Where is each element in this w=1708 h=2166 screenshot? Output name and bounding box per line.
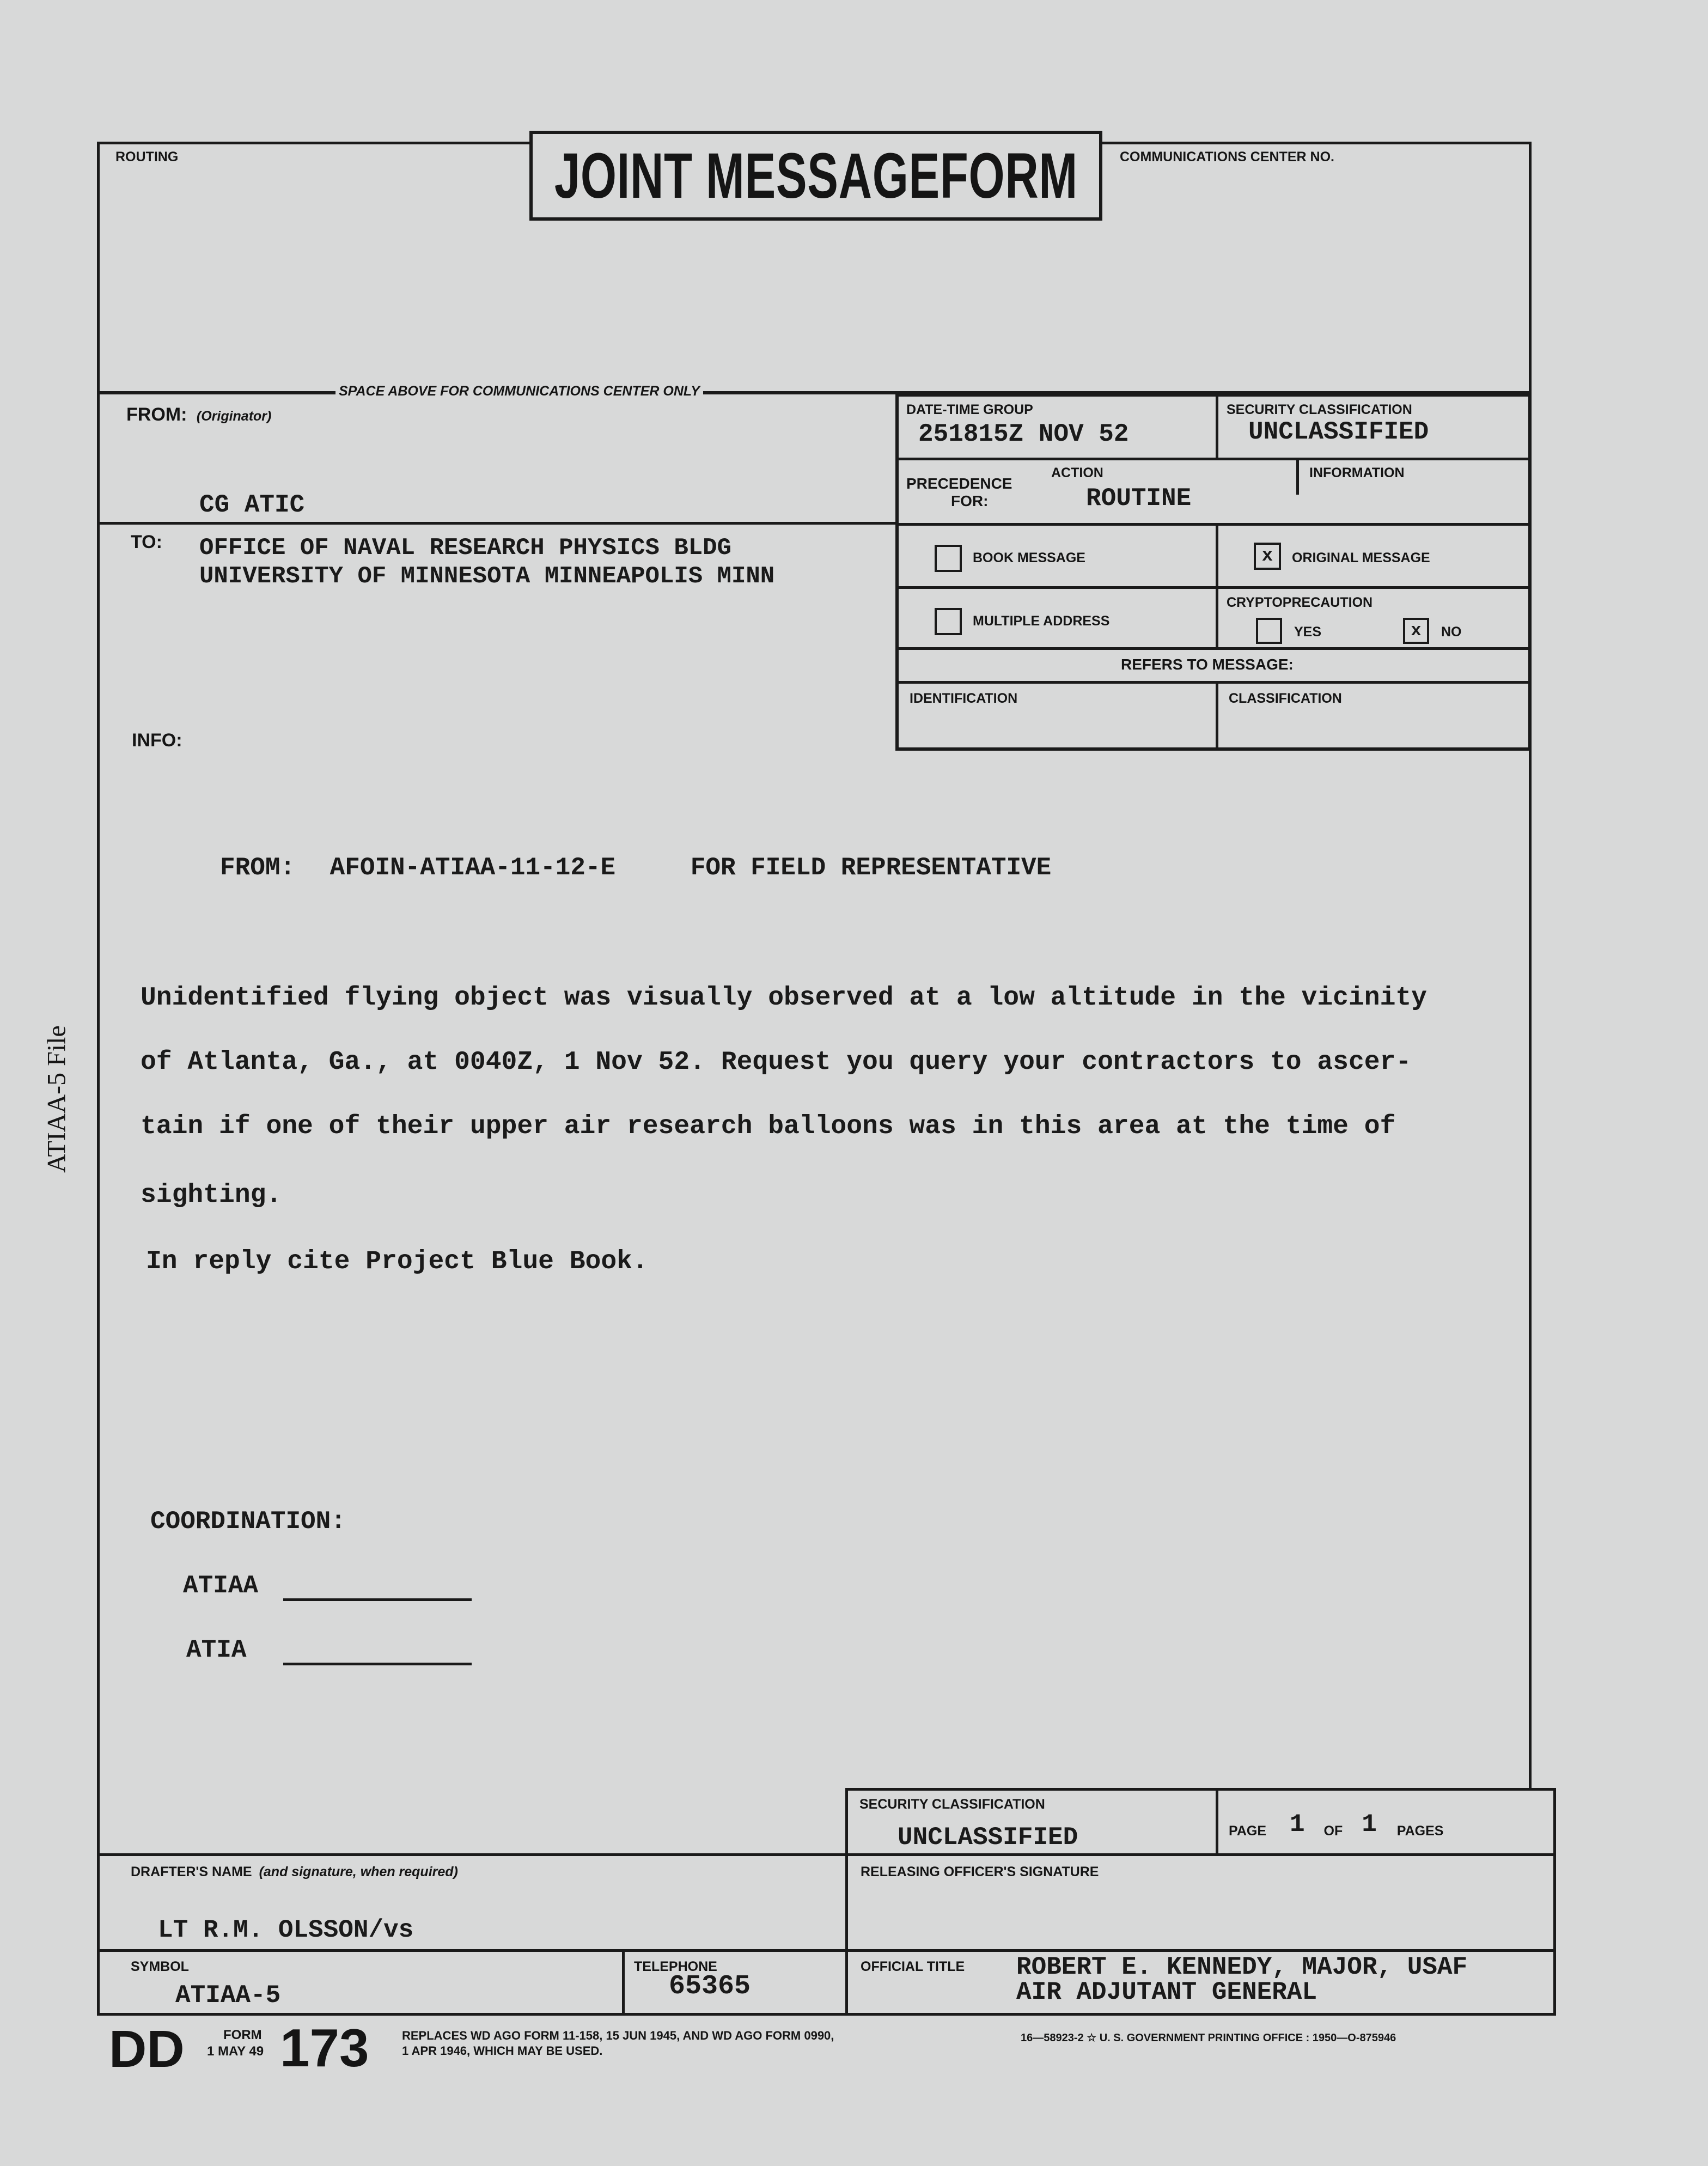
routing-label: ROUTING xyxy=(115,149,179,165)
coord-atia-line xyxy=(283,1663,472,1665)
telephone-value: 65365 xyxy=(669,1971,751,2002)
page-label: PAGE 1 OF 1 PAGES xyxy=(1229,1810,1444,1839)
coordination-label: COORDINATION: xyxy=(150,1507,346,1536)
bottom-left-divider xyxy=(845,1788,848,2016)
body-line-2: of Atlanta, Ga., at 0040Z, 1 Nov 52. Request you query your contractors to ascer- xyxy=(141,1048,1412,1077)
to-value-line1: OFFICE OF NAVAL RESEARCH PHYSICS BLDG xyxy=(199,534,731,562)
from-to-divider xyxy=(97,522,898,525)
bottom-page-divider xyxy=(1216,1788,1218,1855)
refers-to-label: REFERS TO MESSAGE: xyxy=(1121,656,1294,673)
crypto-no-checkbox[interactable] xyxy=(1403,618,1429,644)
bottom-security-label: SECURITY CLASSIFICATION xyxy=(859,1797,1045,1812)
book-message-label: BOOK MESSAGE xyxy=(973,550,1085,565)
bottom-sec-line xyxy=(97,1853,1556,1856)
frame-top-left xyxy=(97,142,532,144)
header-col-divider-top xyxy=(1216,393,1218,460)
security-class-value: UNCLASSIFIED xyxy=(1248,418,1429,446)
coord-atiaa: ATIAA xyxy=(183,1572,259,1600)
space-above-label: SPACE ABOVE FOR COMMUNICATIONS CENTER ONLY xyxy=(335,385,703,398)
body-line-1: Unidentified flying object was visually observed at a low altitude in the vicinity xyxy=(141,983,1427,1013)
multiple-address-label: MULTIPLE ADDRESS xyxy=(973,613,1110,629)
information-label: INFORMATION xyxy=(1309,465,1405,480)
crypto-no-mark: x xyxy=(1411,620,1422,641)
header-row5-line xyxy=(895,681,1532,684)
form-title-box xyxy=(529,131,1102,221)
crypto-yes-checkbox[interactable] xyxy=(1256,618,1282,644)
drafter-value: LT R.M. OLSSON/vs xyxy=(158,1916,414,1944)
header-row2-line xyxy=(895,523,1532,526)
from-sub-label: (Originator) xyxy=(196,409,272,424)
header-row3-line xyxy=(895,586,1532,589)
telephone-label: TELEPHONE xyxy=(634,1959,717,1974)
original-message-label: ORIGINAL MESSAGE xyxy=(1292,550,1430,565)
classification-label: CLASSIFICATION xyxy=(1229,691,1342,706)
frame-right-lower xyxy=(1553,1788,1556,2016)
footer-replaces-2: 1 APR 1946, WHICH MAY BE USED. xyxy=(402,2044,603,2058)
action-label: ACTION xyxy=(1051,465,1103,480)
precedence-label: PRECEDENCE xyxy=(906,475,1012,492)
header-row1-line xyxy=(895,458,1532,460)
frame-top-right xyxy=(1100,142,1532,144)
official-title-label: OFFICIAL TITLE xyxy=(861,1959,965,1974)
bottom-symbol-line xyxy=(97,1949,1556,1952)
message-header-from: FROM: AFOIN-ATIAA-11-12-E FOR FIELD REPRESENTATIVE xyxy=(220,854,1052,882)
footer-form-word: FORM xyxy=(223,2028,262,2042)
coord-atiaa-line xyxy=(283,1598,472,1601)
header-info-divider xyxy=(1296,458,1299,495)
info-label: INFO: xyxy=(132,730,182,751)
crypto-no-label: NO xyxy=(1441,624,1462,640)
to-label: TO: xyxy=(131,532,162,552)
security-class-label: SECURITY CLASSIFICATION xyxy=(1227,402,1412,417)
identification-label: IDENTIFICATION xyxy=(910,691,1018,706)
releasing-label: RELEASING OFFICER'S SIGNATURE xyxy=(861,1864,1099,1879)
bottom-security-value: UNCLASSIFIED xyxy=(898,1823,1078,1852)
footer-form-number: 173 xyxy=(280,2018,369,2078)
official-title-line2: AIR ADJUTANT GENERAL xyxy=(1016,1978,1317,2006)
from-label: FROM: (Originator) xyxy=(126,404,272,425)
book-message-checkbox[interactable] xyxy=(935,545,962,572)
bottom-top-line xyxy=(845,1788,1556,1791)
action-value: ROUTINE xyxy=(1086,484,1192,513)
original-message-mark: x xyxy=(1261,546,1273,567)
footer-dd: DD xyxy=(109,2020,185,2078)
page-total: 1 xyxy=(1362,1810,1377,1839)
multiple-address-checkbox[interactable] xyxy=(935,608,962,635)
frame-left xyxy=(97,142,100,2016)
footer-form-date: 1 MAY 49 xyxy=(207,2044,264,2059)
reply-line: In reply cite Project Blue Book. xyxy=(146,1247,648,1276)
footer-gpo: 16—58923-2 ☆ U. S. GOVERNMENT PRINTING OFFICE : 1950—O-875946 xyxy=(1021,2032,1396,2044)
bottom-telephone-divider xyxy=(622,1949,625,2016)
symbol-label: SYMBOL xyxy=(131,1959,189,1974)
frame-bottom xyxy=(97,2013,1556,2016)
coord-atia: ATIA xyxy=(186,1636,247,1664)
frame-right-upper xyxy=(1529,142,1532,1788)
comm-center-label: COMMUNICATIONS CENTER NO. xyxy=(1120,149,1334,165)
symbol-value: ATIAA-5 xyxy=(175,1981,281,2010)
header-row4-line xyxy=(895,647,1532,650)
official-title-line1: ROBERT E. KENNEDY, MAJOR, USAF xyxy=(1016,1953,1468,1981)
date-time-group-label: DATE-TIME GROUP xyxy=(906,402,1033,417)
original-message-checkbox[interactable] xyxy=(1254,543,1281,570)
date-time-group-value: 251815Z NOV 52 xyxy=(918,420,1129,448)
page-num: 1 xyxy=(1289,1810,1305,1839)
body-line-4: sighting. xyxy=(141,1181,282,1210)
form-title: JOINT MESSAGEFORM xyxy=(554,139,1078,212)
to-value-line2: UNIVERSITY OF MINNESOTA MINNEAPOLIS MINN xyxy=(199,563,775,590)
footer-replaces-1: REPLACES WD AGO FORM 11-158, 15 JUN 1945, AND WD AGO FORM 0990, xyxy=(402,2029,834,2042)
drafter-label: DRAFTER'S NAME (and signature, when required) xyxy=(131,1864,458,1879)
precedence-for-label: FOR: xyxy=(951,492,989,509)
from-value: CG ATIC xyxy=(199,491,305,519)
body-line-3: tain if one of their upper air research balloons was in this area at the time of xyxy=(141,1112,1396,1141)
cryptoprecaution-label: CRYPTOPRECAUTION xyxy=(1227,595,1373,610)
header-col-divider-bottom xyxy=(1216,681,1218,751)
margin-note: ATIAA-5 File xyxy=(42,1025,71,1173)
crypto-yes-label: YES xyxy=(1294,624,1322,640)
